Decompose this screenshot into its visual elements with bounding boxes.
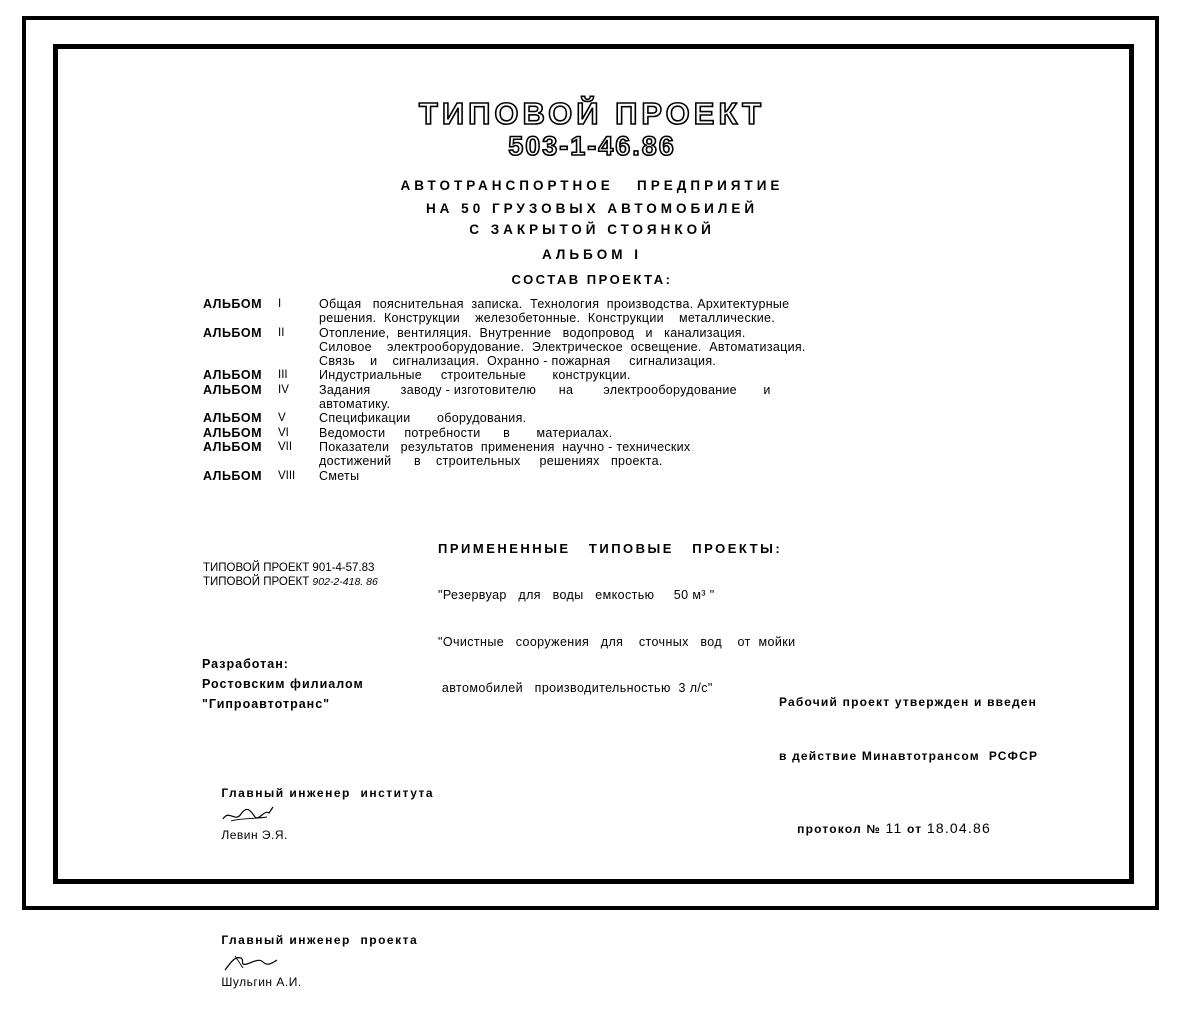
- album-label: АЛЬБОМ: [203, 368, 263, 383]
- applied-code: 901-4-57.83: [312, 562, 375, 574]
- applied-prefix: ТИПОВОЙ ПРОЕКТ: [203, 576, 310, 588]
- album-number: I: [278, 298, 282, 310]
- handwritten-signature-icon: [221, 805, 279, 825]
- developer-block: [202, 654, 364, 714]
- album-contents-line: Спецификации оборудования.: [319, 411, 527, 426]
- album-label: АЛЬБОМ: [203, 468, 263, 483]
- album-contents: [319, 440, 1003, 469]
- applied-desc-line: "Резервуар для воды емкостью 50 м³ ": [438, 588, 715, 602]
- signatures-block: [202, 720, 434, 1035]
- album-row: [203, 426, 1003, 440]
- title-project-number: 503-1-46.86: [508, 131, 676, 161]
- approval-line: в действие Минавтотрансом РСФСР: [779, 749, 1039, 763]
- album-contents-line: Связь и сигнализация. Охранно - пожарная сигнализация.: [319, 354, 717, 369]
- header-composition: СОСТАВ ПРОЕКТА:: [511, 272, 673, 287]
- developer-line: "Гипроавтотранс": [202, 697, 331, 711]
- album-row: [203, 469, 1003, 483]
- album-contents-line: решения. Конструкции железобетонные. Конструкции металлические.: [319, 311, 776, 326]
- album-contents-line: Показатели результатов применения научно - технических: [319, 439, 691, 454]
- developer-line: Ростовским филиалом: [202, 677, 364, 691]
- album-number: VI: [278, 426, 289, 439]
- signature-role: Главный инженер института: [221, 786, 435, 800]
- approval-from: от: [902, 822, 927, 836]
- album-contents: [319, 426, 1003, 440]
- album-contents-line: Отопление, вентиляция. Внутренние водопровод и канализация.: [319, 325, 746, 340]
- album-number: VII: [278, 440, 293, 453]
- album-row: [203, 368, 1003, 382]
- signature-role: Главный инженер проекта: [221, 933, 419, 947]
- applied-prefix: ТИПОВОЙ ПРОЕКТ: [203, 562, 310, 574]
- album-row: [203, 440, 1003, 469]
- album-number: II: [278, 326, 285, 339]
- album-label: АЛЬБОМ: [203, 411, 263, 426]
- album-contents-line: достижений в строительных решениях проекта.: [319, 454, 663, 469]
- album-row: [203, 411, 1003, 425]
- applied-desc-line: "Очистные сооружения для сточных вод от мойки: [438, 634, 796, 649]
- album-row: [203, 326, 1003, 369]
- approval-line: [779, 801, 1038, 856]
- album-contents: [319, 297, 1003, 326]
- applied-projects-descriptions: [438, 557, 796, 712]
- album-number: VIII: [278, 469, 296, 482]
- header-line-2: НА 50 ГРУЗОВЫХ АВТОМОБИЛЕЙ: [425, 201, 759, 216]
- title-line-1: ТИПОВОЙ ПРОЕКТ: [418, 96, 766, 131]
- applied-project-2: [203, 575, 378, 589]
- approval-line: Рабочий проект утвержден и введен: [779, 695, 1038, 709]
- album-contents-line: Силовое электрооборудование. Электрическое освещение. Автоматизация.: [319, 339, 806, 354]
- header-line-3: С ЗАКРЫТОЙ СТОЯНКОЙ: [469, 222, 715, 237]
- applied-projects-heading: ПРИМЕНЕННЫЕ ТИПОВЫЕ ПРОЕКТЫ:: [438, 541, 783, 556]
- album-label: АЛЬБОМ: [203, 325, 263, 340]
- album-label: АЛЬБОМ: [203, 425, 263, 440]
- album-row: [203, 297, 1003, 326]
- approval-protocol-number: 11: [885, 820, 903, 836]
- signature-name: Шульгин А.И.: [221, 975, 302, 989]
- album-contents-line: автоматику.: [319, 397, 391, 412]
- album-contents: [319, 411, 1003, 425]
- album-number: V: [278, 412, 286, 425]
- albums-list: [203, 297, 1003, 483]
- header-line-1: АВТОТРАНСПОРТНОЕ ПРЕДПРИЯТИЕ: [400, 178, 784, 193]
- applied-projects-codes: [203, 561, 378, 589]
- signature-row: [202, 909, 434, 1014]
- developer-line: Разработан:: [202, 657, 289, 671]
- handwritten-signature-icon: [221, 952, 279, 972]
- album-contents: [319, 368, 1003, 382]
- applied-code: 902-2-418. 86: [312, 576, 378, 588]
- approval-protocol-prefix: протокол №: [797, 822, 886, 836]
- applied-project-1: [203, 561, 378, 575]
- album-contents-line: Индустриальные строительные конструкции.: [319, 368, 631, 383]
- album-row: [203, 383, 1003, 412]
- album-number: IV: [278, 383, 289, 396]
- album-label: АЛЬБОМ: [203, 297, 263, 311]
- header-album: АЛЬБОМ I: [541, 247, 643, 262]
- album-contents-line: Сметы: [319, 468, 360, 483]
- approval-date: 18.04.86: [926, 820, 991, 836]
- album-contents: [319, 326, 1003, 369]
- album-number: III: [278, 369, 288, 382]
- album-label: АЛЬБОМ: [203, 439, 263, 454]
- applied-desc-line: автомобилей производительностью 3 л/с": [438, 681, 713, 695]
- approval-block: [779, 657, 1038, 874]
- album-contents-line: Общая пояснительная записка. Технология производства. Архитектурные: [319, 297, 790, 311]
- album-contents: [319, 383, 1003, 412]
- album-label: АЛЬБОМ: [203, 382, 263, 397]
- signature-row: [202, 762, 434, 867]
- album-contents-line: Ведомости потребности в материалах.: [319, 425, 613, 440]
- signature-name: Левин Э.Я.: [221, 828, 288, 842]
- album-contents: [319, 469, 1003, 483]
- album-contents-line: Задания заводу - изготовителю на электрооборудование и: [319, 382, 771, 397]
